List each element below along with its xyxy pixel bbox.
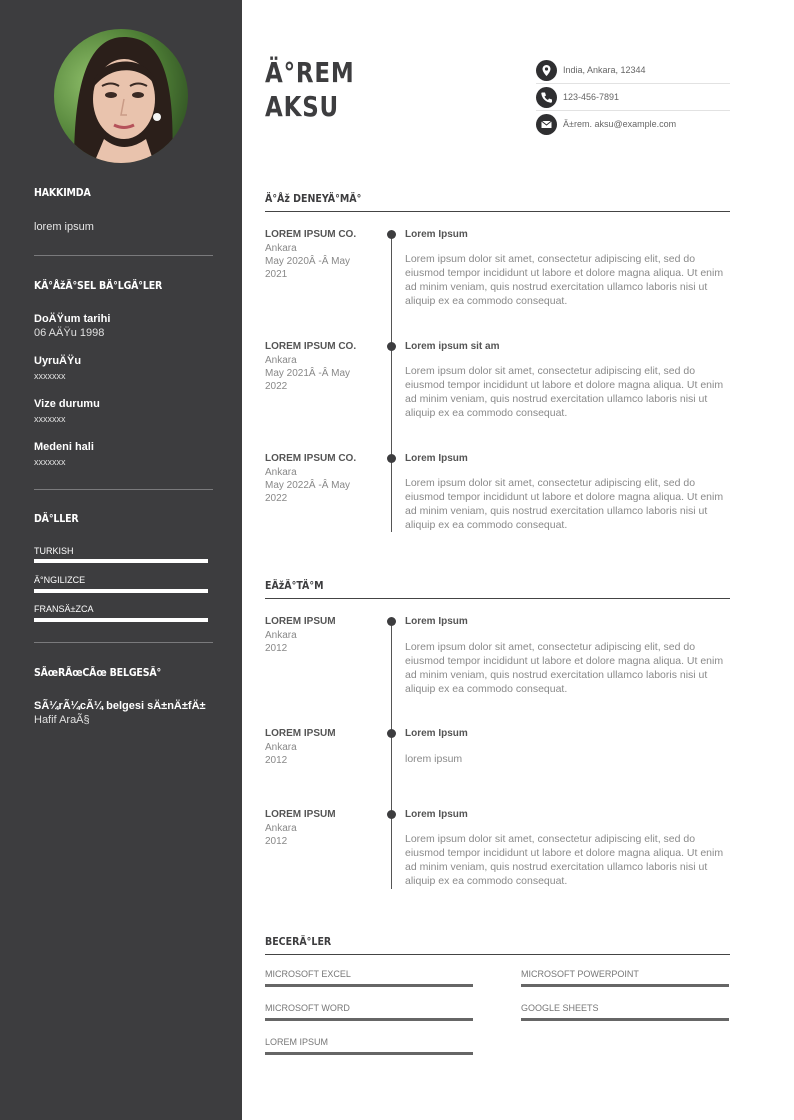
timeline-line	[391, 621, 392, 889]
phone-text: 123-456-7891	[563, 92, 620, 102]
school-meta	[265, 741, 375, 767]
skill-level-bar	[521, 1018, 729, 1021]
school-year: 2012	[265, 836, 288, 847]
avatar	[54, 29, 188, 163]
nationality-label: UyruÄŸu	[34, 355, 82, 367]
sidebar-divider	[34, 255, 213, 256]
school-name: LOREM IPSUM	[265, 809, 336, 820]
nationality-value: xxxxxxx	[34, 371, 66, 381]
timeline-dot	[387, 230, 396, 239]
job-description: Lorem ipsum dolor sit amet, consectetur adipiscing elit, sed do eiusmod tempor incididunt ut labore et dolore magna aliqua. Ut enim ad minim veniam, quis nostrud exercitation ullamco laboris nisi ut aliquip ex ea commodo consequat.	[405, 477, 724, 531]
job-company: LOREM IPSUM CO.	[265, 229, 357, 240]
profile-photo	[54, 29, 188, 163]
job-dates: May 2022Â -Â May 2022	[265, 480, 351, 504]
about-title: HAKKIMDA	[34, 186, 91, 199]
email-text: Ä±rem. aksu@example.com	[563, 119, 677, 129]
timeline-line	[391, 234, 392, 532]
school-city: Ankara	[265, 630, 297, 641]
skill-level-bar	[265, 1052, 473, 1055]
location-text: India, Ankara, 12344	[563, 65, 646, 75]
birthdate-value: 06 AÄŸu 1998	[34, 327, 105, 339]
school-city: Ankara	[265, 823, 297, 834]
education-description: Lorem ipsum dolor sit amet, consectetur adipiscing elit, sed do eiusmod tempor incididunt ut labore et dolore magna aliqua. Ut enim ad minim veniam, quis nostrud exercitation ullamco laboris nisi ut aliquip ex ea commodo consequat.	[405, 641, 724, 695]
language-level-bar	[34, 618, 208, 622]
job-role: Lorem ipsum sit am	[405, 341, 500, 352]
skill-label: MICROSOFT WORD	[265, 1003, 350, 1013]
section-divider	[265, 211, 730, 212]
license-label: SÃ¼rÃ¼cÃ¼ belgesi sÄ±nÄ±fÄ±	[34, 700, 206, 712]
education-role: Lorem Ipsum	[405, 809, 468, 820]
education-role: Lorem Ipsum	[405, 728, 468, 739]
language-level-bar	[34, 559, 208, 563]
languages-title: DÄ°LLER	[34, 512, 79, 525]
skill-label: LOREM IPSUM	[265, 1037, 329, 1047]
sidebar	[0, 0, 242, 1120]
school-name: LOREM IPSUM	[265, 616, 336, 627]
job-company: LOREM IPSUM CO.	[265, 453, 357, 464]
about-text: lorem ipsum	[34, 221, 94, 233]
job-dates: May 2021Â -Â May 2022	[265, 368, 351, 392]
timeline-dot	[387, 810, 396, 819]
skill-label: MICROSOFT POWERPOINT	[521, 969, 639, 979]
job-city: Ankara	[265, 243, 297, 254]
school-year: 2012	[265, 643, 288, 654]
section-divider	[265, 598, 730, 599]
location-icon	[536, 60, 557, 81]
job-dates: May 2020Â -Â May 2021	[265, 256, 351, 280]
education-description: lorem ipsum	[405, 753, 463, 765]
first-name: Ä°REM	[265, 56, 355, 89]
job-role: Lorem Ipsum	[405, 229, 468, 240]
mail-icon	[536, 114, 557, 135]
sidebar-divider	[34, 642, 213, 643]
education-title: EÄžÄ°TÄ°M	[265, 579, 324, 592]
marital-label: Medeni hali	[34, 441, 94, 453]
job-meta	[265, 466, 375, 505]
phone-icon	[536, 87, 557, 108]
personal-title: KÄ°ÅžÄ°SEL BÄ°LGÄ°LER	[34, 279, 163, 292]
school-city: Ankara	[265, 742, 297, 753]
education-role: Lorem Ipsum	[405, 616, 468, 627]
last-name: AKSU	[265, 90, 340, 123]
contact-email	[536, 111, 730, 138]
job-meta	[265, 242, 375, 281]
license-value: Hafif AraÃ§	[34, 714, 90, 726]
skill-label: MICROSOFT EXCEL	[265, 969, 351, 979]
job-description: Lorem ipsum dolor sit amet, consectetur adipiscing elit, sed do eiusmod tempor incididunt ut labore et dolore magna aliqua. Ut enim ad minim veniam, quis nostrud exercitation ullamco laboris nisi ut aliquip ex ea commodo consequat.	[405, 253, 724, 307]
license-title: SÃœRÃœCÃœ BELGESÄ°	[34, 666, 162, 679]
timeline-dot	[387, 454, 396, 463]
job-city: Ankara	[265, 467, 297, 478]
job-role: Lorem Ipsum	[405, 453, 468, 464]
language-label: TURKISH	[34, 546, 74, 556]
contact-phone	[536, 84, 730, 111]
timeline-dot	[387, 729, 396, 738]
school-meta	[265, 629, 375, 655]
skills-title: BECERÄ°LER	[265, 935, 332, 948]
skill-label: GOOGLE SHEETS	[521, 1003, 599, 1013]
skill-level-bar	[265, 1018, 473, 1021]
school-name: LOREM IPSUM	[265, 728, 336, 739]
job-description: Lorem ipsum dolor sit amet, consectetur adipiscing elit, sed do eiusmod tempor incididunt ut labore et dolore magna aliqua. Ut enim ad minim veniam, quis nostrud exercitation ullamco laboris nisi ut aliquip ex ea commodo consequat.	[405, 365, 724, 419]
contact-location	[536, 57, 730, 84]
visa-label: Vize durumu	[34, 398, 100, 410]
school-year: 2012	[265, 755, 288, 766]
birthdate-label: DoÄŸum tarihi	[34, 313, 111, 325]
job-city: Ankara	[265, 355, 297, 366]
language-label: FRANSÄ±ZCA	[34, 604, 94, 614]
skill-level-bar	[265, 984, 473, 987]
education-description: Lorem ipsum dolor sit amet, consectetur adipiscing elit, sed do eiusmod tempor incididunt ut labore et dolore magna aliqua. Ut enim ad minim veniam, quis nostrud exercitation ullamco laboris nisi ut aliquip ex ea commodo consequat.	[405, 833, 724, 887]
full-name	[265, 56, 355, 124]
school-meta	[265, 822, 375, 848]
job-meta	[265, 354, 375, 393]
job-company: LOREM IPSUM CO.	[265, 341, 357, 352]
skill-level-bar	[521, 984, 729, 987]
sidebar-divider	[34, 489, 213, 490]
visa-value: xxxxxxx	[34, 414, 66, 424]
experience-title: Ä°Åž DENEYÄ°MÄ°	[265, 192, 362, 205]
marital-value: xxxxxxx	[34, 457, 66, 467]
language-level-bar	[34, 589, 208, 593]
language-label: Ä°NGILIZCE	[34, 575, 86, 585]
timeline-dot	[387, 617, 396, 626]
section-divider	[265, 954, 730, 955]
timeline-dot	[387, 342, 396, 351]
